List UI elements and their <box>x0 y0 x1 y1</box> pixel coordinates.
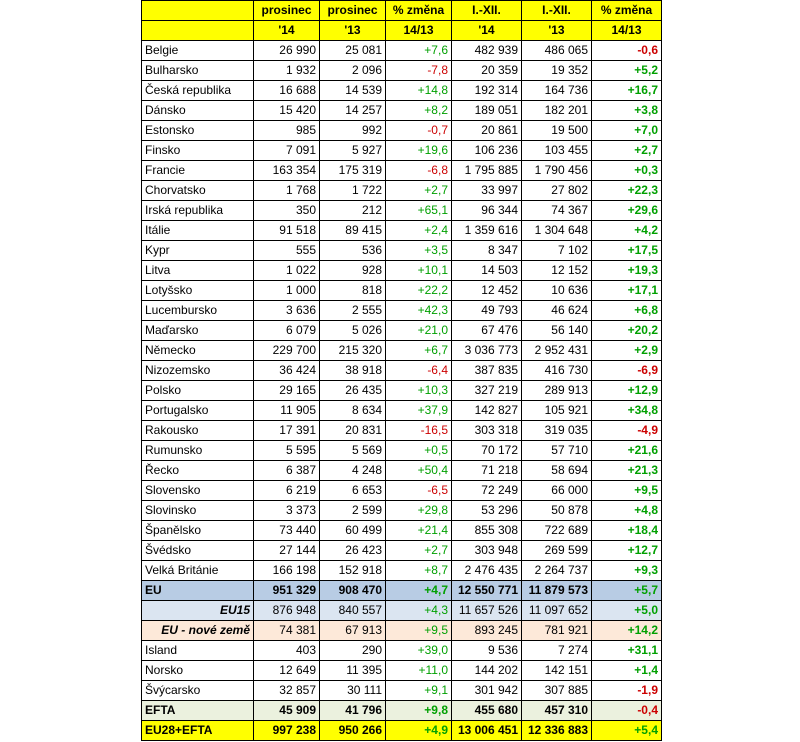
table-row <box>142 301 662 321</box>
value-cell: 781 921 <box>522 621 592 641</box>
country-cell: Švýcarsko <box>142 681 254 701</box>
value-cell: 1 359 616 <box>452 221 522 241</box>
table-row <box>142 581 662 601</box>
change-cell: +29,6 <box>592 201 662 221</box>
value-cell: 840 557 <box>320 601 386 621</box>
value-cell: 8 347 <box>452 241 522 261</box>
value-cell: 106 236 <box>452 141 522 161</box>
value-cell: 41 796 <box>320 701 386 721</box>
change-cell: +22,3 <box>592 181 662 201</box>
value-cell: 30 111 <box>320 681 386 701</box>
value-cell: 12 336 883 <box>522 721 592 741</box>
value-cell: 7 102 <box>522 241 592 261</box>
header-cell: I.-XII. <box>522 1 592 21</box>
change-cell: +2,7 <box>592 141 662 161</box>
value-cell: 1 000 <box>254 281 320 301</box>
change-cell: -0,6 <box>592 41 662 61</box>
value-cell: 12 452 <box>452 281 522 301</box>
table-row <box>142 601 662 621</box>
table-row <box>142 321 662 341</box>
value-cell: 5 569 <box>320 441 386 461</box>
change-cell: +37,9 <box>386 401 452 421</box>
value-cell: 60 499 <box>320 521 386 541</box>
header-row-1 <box>142 1 662 21</box>
value-cell: 350 <box>254 201 320 221</box>
value-cell: 486 065 <box>522 41 592 61</box>
change-cell: +4,3 <box>386 601 452 621</box>
value-cell: 58 694 <box>522 461 592 481</box>
country-cell: Maďarsko <box>142 321 254 341</box>
country-cell: Irská republika <box>142 201 254 221</box>
value-cell: 11 657 526 <box>452 601 522 621</box>
change-cell: +21,3 <box>592 461 662 481</box>
value-cell: 73 440 <box>254 521 320 541</box>
value-cell: 6 653 <box>320 481 386 501</box>
country-cell: Německo <box>142 341 254 361</box>
value-cell: 3 036 773 <box>452 341 522 361</box>
value-cell: 189 051 <box>452 101 522 121</box>
header-cell: '13 <box>320 21 386 41</box>
value-cell: 26 423 <box>320 541 386 561</box>
value-cell: 482 939 <box>452 41 522 61</box>
value-cell: 536 <box>320 241 386 261</box>
value-cell: 71 218 <box>452 461 522 481</box>
change-cell: +4,2 <box>592 221 662 241</box>
value-cell: 66 000 <box>522 481 592 501</box>
table-row <box>142 701 662 721</box>
value-cell: 45 909 <box>254 701 320 721</box>
value-cell: 387 835 <box>452 361 522 381</box>
header-cell: 14/13 <box>386 21 452 41</box>
country-cell: EU <box>142 581 254 601</box>
value-cell: 49 793 <box>452 301 522 321</box>
change-cell: +1,4 <box>592 661 662 681</box>
table-row <box>142 541 662 561</box>
change-cell: +2,7 <box>386 181 452 201</box>
value-cell: 19 500 <box>522 121 592 141</box>
value-cell: 8 634 <box>320 401 386 421</box>
value-cell: 12 649 <box>254 661 320 681</box>
value-cell: 5 026 <box>320 321 386 341</box>
table-row <box>142 501 662 521</box>
change-cell: +21,0 <box>386 321 452 341</box>
value-cell: 57 710 <box>522 441 592 461</box>
table-row <box>142 641 662 661</box>
header-cell: prosinec <box>320 1 386 21</box>
value-cell: 1 932 <box>254 61 320 81</box>
change-cell: +3,8 <box>592 101 662 121</box>
change-cell: +9,5 <box>386 621 452 641</box>
change-cell: +4,9 <box>386 721 452 741</box>
value-cell: 11 097 652 <box>522 601 592 621</box>
value-cell: 303 318 <box>452 421 522 441</box>
change-cell: +5,7 <box>592 581 662 601</box>
value-cell: 229 700 <box>254 341 320 361</box>
value-cell: 13 006 451 <box>452 721 522 741</box>
header-cell: '13 <box>522 21 592 41</box>
table-row <box>142 181 662 201</box>
value-cell: 269 599 <box>522 541 592 561</box>
table-row <box>142 681 662 701</box>
value-cell: 11 879 573 <box>522 581 592 601</box>
country-cell: Slovinsko <box>142 501 254 521</box>
country-cell: Chorvatsko <box>142 181 254 201</box>
header-cell: prosinec <box>254 1 320 21</box>
value-cell: 16 688 <box>254 81 320 101</box>
change-cell: +31,1 <box>592 641 662 661</box>
country-cell: Norsko <box>142 661 254 681</box>
table-row <box>142 621 662 641</box>
value-cell: 15 420 <box>254 101 320 121</box>
country-cell: Polsko <box>142 381 254 401</box>
table-row <box>142 161 662 181</box>
value-cell: 67 913 <box>320 621 386 641</box>
value-cell: 6 079 <box>254 321 320 341</box>
value-cell: 1 768 <box>254 181 320 201</box>
change-cell: +2,4 <box>386 221 452 241</box>
value-cell: 163 354 <box>254 161 320 181</box>
value-cell: 1 304 648 <box>522 221 592 241</box>
header-cell: I.-XII. <box>452 1 522 21</box>
value-cell: 1 795 885 <box>452 161 522 181</box>
change-cell: +14,8 <box>386 81 452 101</box>
country-cell: EFTA <box>142 701 254 721</box>
value-cell: 175 319 <box>320 161 386 181</box>
value-cell: 555 <box>254 241 320 261</box>
value-cell: 893 245 <box>452 621 522 641</box>
value-cell: 56 140 <box>522 321 592 341</box>
change-cell: -6,4 <box>386 361 452 381</box>
change-cell: +9,1 <box>386 681 452 701</box>
value-cell: 327 219 <box>452 381 522 401</box>
country-cell: Island <box>142 641 254 661</box>
value-cell: 38 918 <box>320 361 386 381</box>
change-cell: +5,4 <box>592 721 662 741</box>
value-cell: 950 266 <box>320 721 386 741</box>
change-cell: +7,6 <box>386 41 452 61</box>
registrations-table <box>141 0 662 741</box>
country-cell: Velká Británie <box>142 561 254 581</box>
change-cell: +22,2 <box>386 281 452 301</box>
change-cell: +5,2 <box>592 61 662 81</box>
country-cell: EU28+EFTA <box>142 721 254 741</box>
country-cell: Kypr <box>142 241 254 261</box>
change-cell: -1,9 <box>592 681 662 701</box>
value-cell: 53 296 <box>452 501 522 521</box>
country-cell: EU15 <box>142 601 254 621</box>
value-cell: 14 539 <box>320 81 386 101</box>
value-cell: 818 <box>320 281 386 301</box>
table-row <box>142 221 662 241</box>
table-row <box>142 261 662 281</box>
value-cell: 307 885 <box>522 681 592 701</box>
change-cell: +34,8 <box>592 401 662 421</box>
value-cell: 4 248 <box>320 461 386 481</box>
value-cell: 3 373 <box>254 501 320 521</box>
country-cell: Portugalsko <box>142 401 254 421</box>
value-cell: 2 952 431 <box>522 341 592 361</box>
change-cell: +20,2 <box>592 321 662 341</box>
table-row <box>142 101 662 121</box>
change-cell: +12,9 <box>592 381 662 401</box>
value-cell: 416 730 <box>522 361 592 381</box>
change-cell: -6,8 <box>386 161 452 181</box>
value-cell: 17 391 <box>254 421 320 441</box>
value-cell: 105 921 <box>522 401 592 421</box>
value-cell: 9 536 <box>452 641 522 661</box>
change-cell: +17,5 <box>592 241 662 261</box>
change-cell: +9,5 <box>592 481 662 501</box>
value-cell: 1 722 <box>320 181 386 201</box>
value-cell: 14 503 <box>452 261 522 281</box>
value-cell: 96 344 <box>452 201 522 221</box>
table-row <box>142 401 662 421</box>
value-cell: 27 802 <box>522 181 592 201</box>
value-cell: 14 257 <box>320 101 386 121</box>
value-cell: 27 144 <box>254 541 320 561</box>
value-cell: 928 <box>320 261 386 281</box>
country-cell: Lotyšsko <box>142 281 254 301</box>
value-cell: 2 264 737 <box>522 561 592 581</box>
value-cell: 876 948 <box>254 601 320 621</box>
table-row <box>142 361 662 381</box>
country-cell: Lucembursko <box>142 301 254 321</box>
value-cell: 20 861 <box>452 121 522 141</box>
value-cell: 2 599 <box>320 501 386 521</box>
value-cell: 1 022 <box>254 261 320 281</box>
change-cell: +2,9 <box>592 341 662 361</box>
change-cell: +16,7 <box>592 81 662 101</box>
country-cell: Dánsko <box>142 101 254 121</box>
country-cell: EU - nové země <box>142 621 254 641</box>
country-cell: Litva <box>142 261 254 281</box>
value-cell: 855 308 <box>452 521 522 541</box>
country-cell: Nizozemsko <box>142 361 254 381</box>
value-cell: 103 455 <box>522 141 592 161</box>
value-cell: 74 367 <box>522 201 592 221</box>
value-cell: 20 359 <box>452 61 522 81</box>
spreadsheet <box>141 0 662 741</box>
value-cell: 289 913 <box>522 381 592 401</box>
value-cell: 26 990 <box>254 41 320 61</box>
value-cell: 70 172 <box>452 441 522 461</box>
table-row <box>142 381 662 401</box>
change-cell: +6,7 <box>386 341 452 361</box>
header-cell <box>142 21 254 41</box>
value-cell: 67 476 <box>452 321 522 341</box>
value-cell: 12 152 <box>522 261 592 281</box>
change-cell: +11,0 <box>386 661 452 681</box>
table-row <box>142 521 662 541</box>
change-cell: +39,0 <box>386 641 452 661</box>
change-cell: +8,7 <box>386 561 452 581</box>
table-row <box>142 241 662 261</box>
value-cell: 142 827 <box>452 401 522 421</box>
change-cell: +17,1 <box>592 281 662 301</box>
value-cell: 455 680 <box>452 701 522 721</box>
change-cell: -0,7 <box>386 121 452 141</box>
header-cell <box>142 1 254 21</box>
table-row <box>142 61 662 81</box>
table-row <box>142 461 662 481</box>
value-cell: 164 736 <box>522 81 592 101</box>
change-cell: +18,4 <box>592 521 662 541</box>
change-cell: +5,0 <box>592 601 662 621</box>
value-cell: 6 219 <box>254 481 320 501</box>
value-cell: 722 689 <box>522 521 592 541</box>
value-cell: 11 905 <box>254 401 320 421</box>
table-row <box>142 421 662 441</box>
value-cell: 212 <box>320 201 386 221</box>
value-cell: 46 624 <box>522 301 592 321</box>
change-cell: +7,0 <box>592 121 662 141</box>
value-cell: 2 555 <box>320 301 386 321</box>
country-cell: Bulharsko <box>142 61 254 81</box>
value-cell: 10 636 <box>522 281 592 301</box>
header-cell: '14 <box>254 21 320 41</box>
value-cell: 2 476 435 <box>452 561 522 581</box>
country-cell: Řecko <box>142 461 254 481</box>
country-cell: Slovensko <box>142 481 254 501</box>
value-cell: 166 198 <box>254 561 320 581</box>
value-cell: 20 831 <box>320 421 386 441</box>
table-row <box>142 661 662 681</box>
value-cell: 12 550 771 <box>452 581 522 601</box>
change-cell: +9,8 <box>386 701 452 721</box>
value-cell: 142 151 <box>522 661 592 681</box>
value-cell: 5 927 <box>320 141 386 161</box>
change-cell: +2,7 <box>386 541 452 561</box>
change-cell: +19,3 <box>592 261 662 281</box>
value-cell: 301 942 <box>452 681 522 701</box>
value-cell: 319 035 <box>522 421 592 441</box>
table-row <box>142 121 662 141</box>
value-cell: 26 435 <box>320 381 386 401</box>
value-cell: 11 395 <box>320 661 386 681</box>
table-row <box>142 81 662 101</box>
value-cell: 25 081 <box>320 41 386 61</box>
change-cell: -7,8 <box>386 61 452 81</box>
value-cell: 6 387 <box>254 461 320 481</box>
value-cell: 3 636 <box>254 301 320 321</box>
table-row <box>142 561 662 581</box>
change-cell: +65,1 <box>386 201 452 221</box>
value-cell: 403 <box>254 641 320 661</box>
value-cell: 29 165 <box>254 381 320 401</box>
value-cell: 908 470 <box>320 581 386 601</box>
table-row <box>142 441 662 461</box>
change-cell: +4,8 <box>592 501 662 521</box>
value-cell: 992 <box>320 121 386 141</box>
value-cell: 7 274 <box>522 641 592 661</box>
change-cell: +3,5 <box>386 241 452 261</box>
change-cell: -16,5 <box>386 421 452 441</box>
change-cell: -6,9 <box>592 361 662 381</box>
value-cell: 19 352 <box>522 61 592 81</box>
country-cell: Estonsko <box>142 121 254 141</box>
change-cell: +29,8 <box>386 501 452 521</box>
country-cell: Finsko <box>142 141 254 161</box>
value-cell: 50 878 <box>522 501 592 521</box>
change-cell: +21,4 <box>386 521 452 541</box>
change-cell: +0,5 <box>386 441 452 461</box>
change-cell: +0,3 <box>592 161 662 181</box>
change-cell: +6,8 <box>592 301 662 321</box>
change-cell: +10,3 <box>386 381 452 401</box>
change-cell: +4,7 <box>386 581 452 601</box>
value-cell: 144 202 <box>452 661 522 681</box>
country-cell: Česká republika <box>142 81 254 101</box>
table-row <box>142 141 662 161</box>
value-cell: 36 424 <box>254 361 320 381</box>
value-cell: 72 249 <box>452 481 522 501</box>
value-cell: 985 <box>254 121 320 141</box>
value-cell: 1 790 456 <box>522 161 592 181</box>
country-cell: Belgie <box>142 41 254 61</box>
header-cell: % změna <box>592 1 662 21</box>
value-cell: 89 415 <box>320 221 386 241</box>
value-cell: 303 948 <box>452 541 522 561</box>
table-body <box>142 1 662 741</box>
change-cell: +42,3 <box>386 301 452 321</box>
change-cell: +50,4 <box>386 461 452 481</box>
country-cell: Švédsko <box>142 541 254 561</box>
country-cell: Rumunsko <box>142 441 254 461</box>
value-cell: 32 857 <box>254 681 320 701</box>
country-cell: Rakousko <box>142 421 254 441</box>
value-cell: 951 329 <box>254 581 320 601</box>
change-cell: -4,9 <box>592 421 662 441</box>
value-cell: 215 320 <box>320 341 386 361</box>
table-row <box>142 721 662 741</box>
value-cell: 192 314 <box>452 81 522 101</box>
value-cell: 997 238 <box>254 721 320 741</box>
value-cell: 91 518 <box>254 221 320 241</box>
value-cell: 7 091 <box>254 141 320 161</box>
change-cell: +8,2 <box>386 101 452 121</box>
change-cell: +21,6 <box>592 441 662 461</box>
value-cell: 457 310 <box>522 701 592 721</box>
header-cell: 14/13 <box>592 21 662 41</box>
change-cell: +12,7 <box>592 541 662 561</box>
table-row <box>142 201 662 221</box>
change-cell: +19,6 <box>386 141 452 161</box>
value-cell: 152 918 <box>320 561 386 581</box>
country-cell: Itálie <box>142 221 254 241</box>
change-cell: +10,1 <box>386 261 452 281</box>
value-cell: 5 595 <box>254 441 320 461</box>
country-cell: Španělsko <box>142 521 254 541</box>
country-cell: Francie <box>142 161 254 181</box>
header-row-2 <box>142 21 662 41</box>
change-cell: -6,5 <box>386 481 452 501</box>
change-cell: +9,3 <box>592 561 662 581</box>
value-cell: 290 <box>320 641 386 661</box>
table-row <box>142 481 662 501</box>
value-cell: 33 997 <box>452 181 522 201</box>
table-row <box>142 281 662 301</box>
change-cell: -0,4 <box>592 701 662 721</box>
value-cell: 74 381 <box>254 621 320 641</box>
value-cell: 2 096 <box>320 61 386 81</box>
header-cell: '14 <box>452 21 522 41</box>
header-cell: % změna <box>386 1 452 21</box>
value-cell: 182 201 <box>522 101 592 121</box>
table-row <box>142 341 662 361</box>
table-row <box>142 41 662 61</box>
change-cell: +14,2 <box>592 621 662 641</box>
